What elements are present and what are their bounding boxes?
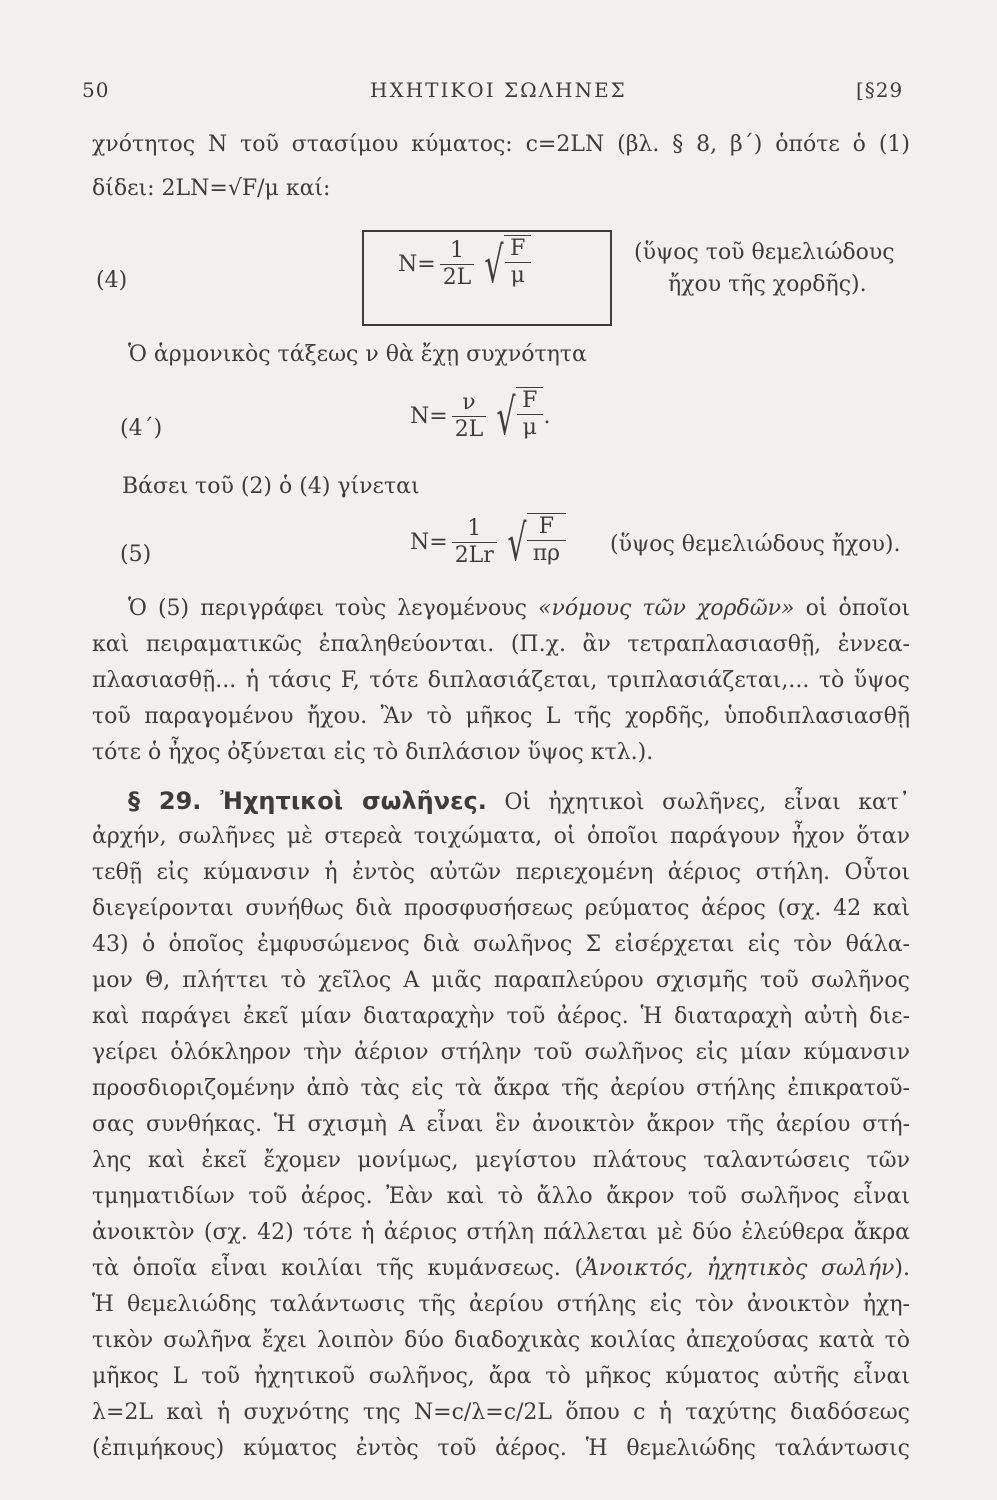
text-line: μον Θ, πλήττει τὸ χεῖλος Α μιᾶς παραπλεύρου σχισμῆς τοῦ σωλῆνος	[92, 968, 910, 993]
equation-4-prime	[410, 387, 551, 446]
text-line: 43) ὁ ὁποῖος ἐμφυσώμενος διὰ σωλῆνος Σ εἰσέρχεται εἰς τὸν θάλα-	[92, 932, 910, 957]
radical-sign: √	[496, 387, 516, 446]
text-line: τικὸν σωλῆνα ἔχει λοιπὸν δύο διαδοχικὰς κοιλίας ἀπεχούσας κατὰ τὸ	[92, 1328, 910, 1353]
radicand-fraction	[516, 387, 543, 441]
equation-5	[410, 513, 566, 572]
text-line: πλασιασθῇ... ἡ τάσις F, τότε διπλασιάζεται, τριπλασιάζεται,... τὸ ὕψος	[92, 668, 910, 693]
coef-numerator: 1	[467, 516, 482, 541]
equation-label: (4)	[96, 268, 128, 293]
square-root	[478, 235, 531, 294]
text-span: Οἱ ἠχητικοὶ σωλῆνες, εἶναι κατ᾿	[504, 790, 910, 815]
text-line: καὶ παράγει ἐκεῖ μίαν διαταραχὴν τοῦ ἀέρος. Ἡ διαταραχὴ αὐτὴ διε-	[92, 1004, 910, 1029]
italic-term: «νόμους τῶν χορδῶν»	[538, 596, 795, 621]
text-line: τοῦ παραγομένου ἤχου. Ἂν τὸ μῆκος L τῆς χορδῆς, ὑποδιπλασιασθῇ	[92, 704, 910, 729]
text-line: ἀρχήν, σωλῆνες μὲ στερεὰ τοιχώματα, οἱ ὁποῖοι παράγουν ἦχον ὅταν	[92, 824, 910, 849]
square-root	[501, 513, 566, 572]
radicand-denominator: μ	[505, 262, 531, 289]
radical-sign: √	[507, 513, 527, 572]
text-line: Βάσει τοῦ (2) ὁ (4) γίνεται	[122, 474, 420, 499]
running-title: ΗΧΗΤΙΚΟΙ ΣΩΛΗΝΕΣ	[370, 78, 627, 102]
text-line: ἀνοικτὸν (σχ. 42) τότε ἡ ἀέριος στήλη πάλλεται μὲ δύο ἐλεύθερα ἄκρα	[92, 1220, 910, 1245]
radicand-fraction	[527, 513, 566, 567]
radical-sign: √	[484, 235, 504, 294]
equation-label: (5)	[120, 542, 152, 567]
text-line: τμηματιδίων τοῦ ἀέρος. Ἐὰν καὶ τὸ ἄλλο ἄκρον τοῦ σωλῆνος εἶναι	[92, 1184, 910, 1209]
text-line: (ἐπιμήκους) κύματος ἐντὸς τοῦ ἀέρος. Ἡ θεμελιώδης ταλάντωσις	[92, 1436, 910, 1461]
coef-denominator: 2Lr	[452, 542, 497, 569]
equation-lhs: N=	[410, 404, 448, 429]
section-heading: § 29. Ἠχητικοὶ σωλῆνες.	[128, 787, 487, 815]
text-line: λ=2L καὶ ἡ συχνότης της Ν=c/λ=c/2L ὅπου c ἡ ταχύτης διαδόσεως	[92, 1400, 910, 1425]
section-reference: [§29	[856, 78, 904, 102]
text-line: Ὁ ἁρμονικὸς τάξεως ν θὰ ἔχῃ συχνότητα	[128, 342, 587, 367]
coef-denominator: 2L	[452, 416, 487, 443]
text-line: διεγείρονται συνήθως διὰ προσφυσήσεως ρεύματος ἀέρος (σχ. 42 καὶ	[92, 896, 910, 921]
equation-note-line: ἤχου τῆς χορδῆς).	[668, 272, 867, 297]
equation-lhs: N=	[398, 252, 436, 277]
text-line: καὶ πειραματικῶς ἐπαληθεύονται. (Π.χ. ἂν τετραπλασιασθῇ, ἐννεα-	[92, 632, 910, 657]
text-span: τὰ ὁποῖα εἶναι κοιλίαι τῆς κυμάνσεως. (	[92, 1256, 584, 1281]
text-line: προσδιοριζομένην ἀπὸ τὰς εἰς τὰ ἄκρα τῆς ἀερίου στήλης ἐπικρατοῦ-	[92, 1076, 910, 1101]
text-line: δίδει: 2LN=√F/μ καί:	[92, 176, 331, 201]
italic-term: Ἀνοικτός, ἠχητικὸς σωλήν	[583, 1256, 895, 1281]
equation-note: (ὕψος θεμελιώδους ἤχου).	[610, 532, 901, 557]
text-line: χνότητος Ν τοῦ στασίμου κύματος: c=2LN (βλ. § 8, β´) ὁπότε ὁ (1)	[92, 132, 910, 157]
text-line: Ἡ θεμελιώδης ταλάντωσις τῆς ἀερίου στήλης εἰς τὸν ἀνοικτὸν ἠχη-	[92, 1292, 910, 1317]
radicand-numerator: F	[538, 513, 555, 539]
equation-label: (4´)	[120, 416, 163, 441]
radicand-numerator: F	[522, 387, 538, 413]
text-span: ).	[894, 1256, 910, 1281]
square-root	[490, 387, 543, 446]
coef-numerator: 1	[449, 238, 464, 263]
text-line: τότε ὁ ἦχος ὀξύνεται εἰς τὸ διπλάσιον ὕψος κτλ.).	[92, 740, 654, 765]
coefficient-fraction	[452, 390, 487, 443]
equation-lhs: N=	[410, 530, 448, 555]
text-line: λης καὶ ἐκεῖ ἔχομεν μονίμως, μεγίστου πλάτους ταλαντώσεις τῶν	[92, 1148, 910, 1173]
text-line: τεθῇ εἰς κύμανσιν ἡ ἐντὸς αὐτῶν περιεχομένη ἀέριος στήλη. Οὗτοι	[92, 860, 910, 885]
text-line: μῆκος L τοῦ ἠχητικοῦ σωλῆνος, ἄρα τὸ μῆκος κύματος αὐτῆς εἶναι	[92, 1364, 910, 1389]
text-line	[128, 594, 910, 624]
radicand-fraction	[504, 235, 531, 289]
text-line	[92, 1254, 910, 1284]
equation-4	[398, 235, 531, 294]
radicand-denominator: πρ	[527, 540, 566, 567]
coefficient-fraction	[452, 516, 497, 569]
text-span: οἱ ὁποῖοι	[794, 596, 910, 621]
coefficient-fraction	[440, 238, 475, 291]
equation-note-line: (ὕψος τοῦ θεμελιώδους	[634, 240, 895, 265]
section-heading-line	[128, 786, 910, 818]
text-line: γείρει ὁλόκληρον τὴν ἀέριον στήλην τοῦ σωλῆνος εἰς μίαν κύμανσιν	[92, 1040, 910, 1065]
page-number: 50	[82, 78, 110, 102]
text-line: σας συνθήκας. Ἡ σχισμὴ Α εἶναι ἓν ἀνοικτὸν ἄκρον τῆς ἀερίου στή-	[92, 1112, 910, 1137]
radicand-numerator: F	[510, 235, 526, 261]
radicand-denominator: μ	[517, 414, 543, 441]
equation-tail: .	[543, 404, 551, 429]
text-span: Ὁ (5) περιγράφει τοὺς λεγομένους	[128, 596, 539, 621]
coef-denominator: 2L	[440, 264, 475, 291]
coef-numerator: ν	[462, 390, 476, 415]
